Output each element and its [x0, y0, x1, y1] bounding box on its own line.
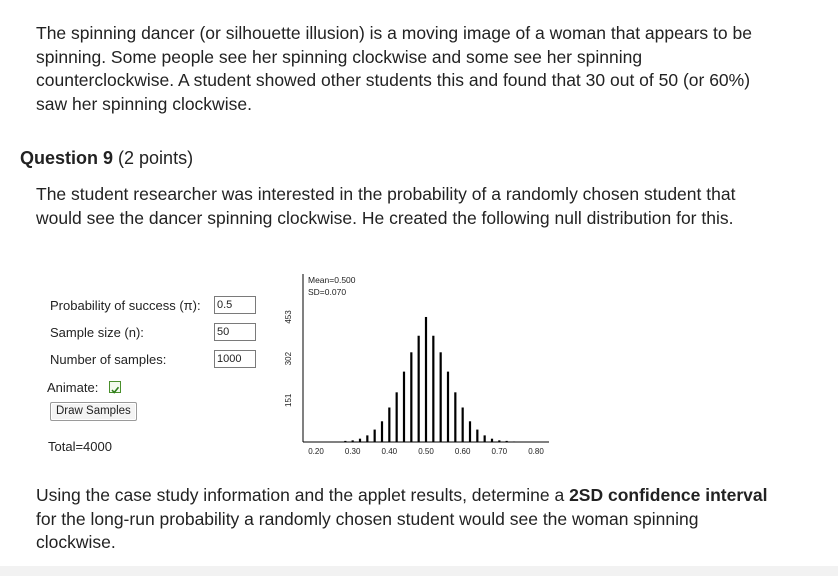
- check-icon: [110, 385, 120, 395]
- animate-label: Animate:: [47, 380, 99, 395]
- histogram-bar: [388, 408, 390, 443]
- histogram-bar: [462, 408, 464, 443]
- animate-checkbox[interactable]: [109, 381, 121, 393]
- question-title: [20, 148, 193, 169]
- x-tick-label: 0.70: [491, 447, 508, 456]
- closing-bold: 2SD confidence interval: [569, 485, 768, 505]
- histogram-bar: [454, 392, 456, 442]
- histogram-bar: [344, 441, 346, 442]
- sample-size-label: Sample size (n):: [50, 325, 144, 340]
- y-tick-label: 151: [284, 393, 293, 408]
- prob-input[interactable]: 0.5: [214, 296, 256, 314]
- histogram-bar: [352, 440, 354, 442]
- stat-label: SD=0.070: [308, 287, 347, 297]
- num-samples-input[interactable]: 1000: [214, 350, 256, 368]
- histogram-bar: [484, 435, 486, 442]
- histogram-bar: [469, 421, 471, 442]
- num-samples-label: Number of samples:: [50, 352, 167, 367]
- histogram-bar: [366, 435, 368, 442]
- histogram-bar: [410, 352, 412, 442]
- x-tick-label: 0.40: [381, 447, 398, 456]
- x-tick-label: 0.80: [528, 447, 544, 456]
- draw-samples-button[interactable]: Draw Samples: [50, 402, 137, 421]
- x-tick-label: 0.30: [344, 447, 361, 456]
- histogram-bar: [381, 421, 383, 442]
- histogram-bar: [425, 317, 427, 442]
- histogram-bar: [403, 372, 405, 442]
- histogram-bar: [440, 352, 442, 442]
- total-label: Total=4000: [48, 439, 112, 454]
- closing-post: for the long-run probability a randomly chosen student would see the woman spinning clockwise.: [36, 508, 699, 552]
- histogram-bar: [374, 430, 376, 442]
- null-distribution-applet: [0, 270, 838, 470]
- histogram-bar: [513, 441, 515, 442]
- intro-paragraph: The spinning dancer (or silhouette illusion) is a moving image of a woman that appears to be spinning. Some people see her spinning clockwise and some see her spinning counterclockwise. A student showed other students this and found that 30 out of 50 (or 60%) saw her spinning clockwise.: [36, 23, 752, 114]
- histogram-bar: [418, 336, 420, 442]
- x-tick-label: 0.50: [418, 447, 434, 456]
- prob-label: Probability of success (π):: [50, 298, 201, 313]
- question-body: The student researcher was interested in the probability of a randomly chosen student that would see the dancer spinning clockwise. He created the following null distribution for this.: [36, 184, 736, 228]
- y-tick-label: 453: [284, 310, 293, 324]
- x-tick-label: 0.60: [454, 447, 471, 456]
- x-tick-label: 0.20: [308, 447, 324, 456]
- null-distribution-chart: [276, 270, 566, 465]
- histogram-bar: [396, 392, 398, 442]
- y-tick-label: 302: [284, 351, 293, 366]
- question-label: Question 9: [20, 148, 114, 168]
- stat-label: Mean=0.500: [308, 275, 356, 285]
- closing-pre: Using the case study information and the applet results, determine a: [36, 485, 570, 505]
- histogram-bar: [491, 439, 493, 442]
- closing-paragraph: [36, 484, 776, 555]
- question-points: (2 points): [118, 148, 194, 168]
- page-footer-band: [0, 566, 838, 576]
- histogram-bar: [447, 372, 449, 442]
- histogram-bar: [432, 336, 434, 442]
- histogram-bar: [359, 439, 361, 442]
- sample-size-input[interactable]: 50: [214, 323, 256, 341]
- histogram-bar: [498, 440, 500, 442]
- histogram-bar: [476, 430, 478, 442]
- histogram-bar: [506, 441, 508, 442]
